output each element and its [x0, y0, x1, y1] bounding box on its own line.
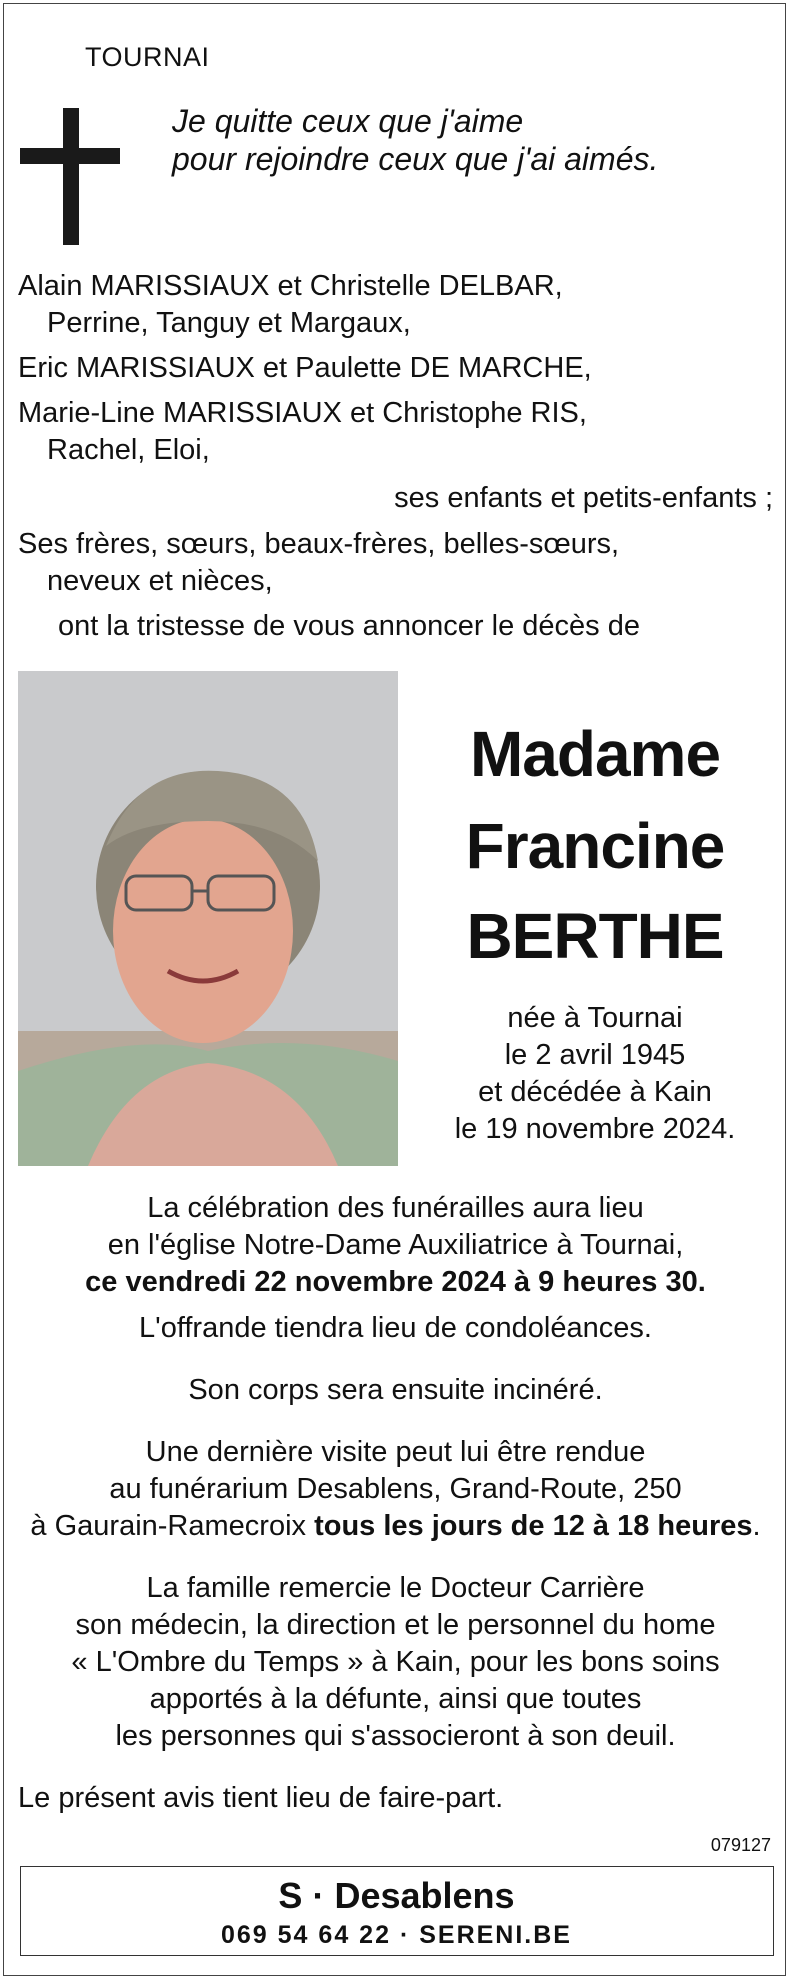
funeral-line: en l'église Notre-Dame Auxiliatrice à Tournai, — [107, 1229, 684, 1261]
website-link[interactable]: SERENI.BE — [419, 1921, 572, 1949]
thanks-line: apportés à la défunte, ainsi que toutes — [149, 1683, 642, 1715]
brand-separator: · — [312, 1875, 325, 1916]
cross-icon-bar — [20, 148, 120, 164]
family-line: Perrine, Tanguy et Margaux, — [47, 307, 411, 339]
family-line: Eric MARISSIAUX et Paulette DE MARCHE, — [18, 352, 592, 384]
cremation-line: Son corps sera ensuite incinéré. — [188, 1374, 603, 1406]
thanks-line: les personnes qui s'associeront à son deuil. — [115, 1720, 676, 1752]
family-line: Rachel, Eloi, — [47, 434, 210, 466]
funeral-home-contact — [21, 1921, 772, 1950]
funeral-line: La célébration des funérailles aura lieu — [147, 1192, 644, 1224]
closing-line: Le présent avis tient lieu de faire-part. — [18, 1782, 504, 1814]
funeral-home-logo — [21, 1875, 772, 1917]
phone-number: 069 54 64 22 — [221, 1921, 391, 1949]
thanks-line: La famille remercie le Docteur Carrière — [146, 1572, 645, 1604]
brand-name: Desablens — [334, 1875, 515, 1916]
quote-line: Je quitte ceux que j'aime — [172, 103, 524, 139]
cross-icon — [63, 108, 79, 245]
portrait-illustration — [18, 671, 398, 1166]
city-heading: TOURNAI — [85, 42, 210, 72]
visit-period: . — [752, 1510, 761, 1542]
funeral-datetime — [0, 1264, 791, 1301]
contact-separator: · — [399, 1921, 411, 1949]
visit-line: Une dernière visite peut lui être rendue — [145, 1436, 646, 1468]
visit-hours-line — [0, 1508, 791, 1545]
offering-line: L'offrande tiendra lieu de condoléances. — [139, 1312, 652, 1344]
deceased-first-name: Francine — [465, 810, 725, 882]
quote-line: pour rejoindre ceux que j'ai aimés. — [172, 141, 659, 177]
visit-location: à Gaurain-Ramecroix — [30, 1510, 315, 1542]
family-line: ses enfants et petits-enfants ; — [394, 482, 773, 514]
thanks-line: son médecin, la direction et le personnel du home — [75, 1609, 716, 1641]
family-line: Ses frères, sœurs, beaux-frères, belles-sœurs, — [18, 528, 620, 560]
birth-place: née à Tournai — [507, 1002, 683, 1034]
visit-line: au funérarium Desablens, Grand-Route, 250 — [109, 1473, 682, 1505]
portrait-photo — [18, 671, 398, 1166]
visit-hours: tous les jours de 12 à 18 heures — [314, 1510, 753, 1542]
reference-number: 079127 — [710, 1835, 771, 1855]
family-line: Alain MARISSIAUX et Christelle DELBAR, — [18, 270, 563, 302]
thanks-line: « L'Ombre du Temps » à Kain, pour les bons soins — [71, 1646, 720, 1678]
deceased-last-name: BERTHE — [466, 900, 724, 972]
birth-date: le 2 avril 1945 — [504, 1039, 686, 1071]
funeral-datetime-text: ce vendredi 22 novembre 2024 à 9 heures 30. — [85, 1266, 706, 1298]
funeral-home-footer — [20, 1866, 774, 1956]
brand-prefix: S — [278, 1875, 303, 1916]
family-line: Marie-Line MARISSIAUX et Christophe RIS, — [18, 397, 587, 429]
death-date: le 19 novembre 2024. — [454, 1113, 736, 1145]
deceased-title: Madame — [469, 718, 721, 790]
family-line: neveux et nièces, — [47, 565, 273, 597]
quote — [172, 102, 658, 178]
announcement-line: ont la tristesse de vous annoncer le décès de — [58, 610, 640, 642]
death-place: et décédée à Kain — [478, 1076, 712, 1108]
